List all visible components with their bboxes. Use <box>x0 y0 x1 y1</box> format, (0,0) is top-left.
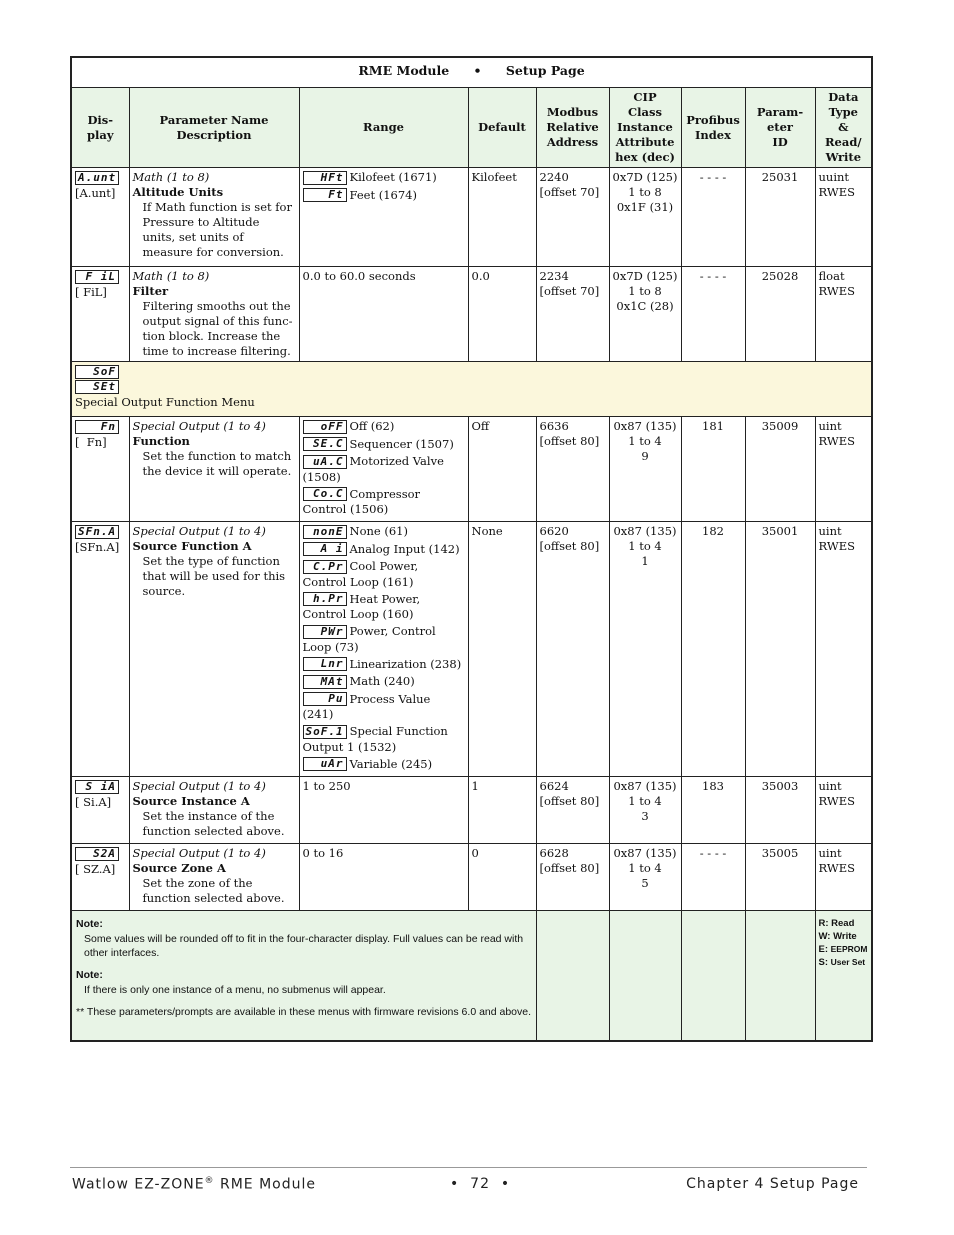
footer-brand: Watlow EZ-ZONE <box>72 1176 205 1193</box>
profibus-cell: - - - - <box>681 844 745 911</box>
note-text: If there is only one instance of a menu, no submenus will appear. <box>84 984 386 996</box>
parameter-description: Set the instance of the function selected above. <box>142 809 285 838</box>
seven-segment-code: SFn.A <box>75 525 119 539</box>
default-cell: 1 <box>468 777 536 844</box>
range-cell: 1 to 250 <box>299 777 468 844</box>
range-option-label: Cool Power, Control Loop (161) <box>302 559 419 589</box>
modbus-cell: 2234 [offset 70] <box>536 267 609 362</box>
display-text: [ SZ.A] <box>75 861 116 876</box>
table-row <box>71 522 872 777</box>
display-text: [ Si.A] <box>75 794 112 809</box>
range-option <box>303 592 465 623</box>
seven-segment-code: Lnr <box>303 657 347 671</box>
note-heading: Note: <box>76 969 103 981</box>
range-option-label: Variable (245) <box>349 756 433 771</box>
table-row <box>71 267 872 362</box>
rwes-legend <box>815 911 872 1041</box>
notes-row <box>71 911 872 1041</box>
param-id-cell: 35003 <box>745 777 815 844</box>
page-name: Setup Page <box>505 63 585 78</box>
param-id-cell: 25031 <box>745 168 815 267</box>
page-number: • 72 • <box>450 1176 511 1192</box>
datatype-cell: uint RWES <box>815 777 872 844</box>
seven-segment-code: MAt <box>303 675 347 689</box>
title-bullet: • <box>473 63 482 78</box>
range-option <box>303 757 465 773</box>
seven-segment-code: C.Pr <box>303 560 347 574</box>
header-parameter: Parameter Name Description <box>129 88 299 168</box>
cip-cell: 0x7D (125) 1 to 8 0x1F (31) <box>609 168 681 267</box>
cip-cell: 0x87 (135) 1 to 4 1 <box>609 522 681 777</box>
seven-segment-code: uA.C <box>303 455 347 469</box>
footer-module: RME Module <box>214 1176 317 1193</box>
footer-product <box>72 1176 316 1193</box>
range-cell: 0.0 to 60.0 seconds <box>299 267 468 362</box>
param-id-cell: 35009 <box>745 417 815 522</box>
range-option-label: Motorized Valve (1508) <box>302 454 444 484</box>
parameter-cell <box>129 844 299 911</box>
profibus-cell: - - - - <box>681 267 745 362</box>
range-cell <box>299 168 468 267</box>
datatype-cell: uint RWES <box>815 417 872 522</box>
parameter-cell <box>129 417 299 522</box>
range-option-label: Math (240) <box>349 674 415 688</box>
param-id-cell: 25028 <box>745 267 815 362</box>
notes-cell <box>71 911 536 1041</box>
seven-segment-code: Ft <box>303 188 347 202</box>
range-option <box>303 454 465 485</box>
range-option-label: Compressor Control (1506) <box>302 486 421 516</box>
seven-segment-code: h.Pr <box>303 592 347 606</box>
cip-cell: 0x87 (135) 1 to 4 9 <box>609 417 681 522</box>
range-option-label: None (61) <box>349 524 408 538</box>
profibus-cell: 182 <box>681 522 745 777</box>
range-option <box>303 724 465 755</box>
parameter-name: Filter <box>132 284 169 298</box>
parameter-scope: Special Output (1 to 4) <box>132 779 266 793</box>
range-option <box>303 188 465 204</box>
parameter-cell <box>129 168 299 267</box>
cip-cell: 0x7D (125) 1 to 8 0x1C (28) <box>609 267 681 362</box>
parameter-name: Altitude Units <box>132 185 224 199</box>
parameter-description: Filtering smooths out the output signal of this func-tion block. Increase the time to increase filtering. <box>142 299 293 358</box>
note-heading: Note: <box>76 918 103 930</box>
display-text: [SFn.A] <box>75 539 120 554</box>
parameter-scope: Math (1 to 8) <box>132 170 210 184</box>
profibus-cell: 183 <box>681 777 745 844</box>
range-option-label: Power, Control Loop (73) <box>302 624 436 654</box>
default-cell: 0.0 <box>468 267 536 362</box>
header-range: Range <box>299 88 468 168</box>
footer-rule <box>70 1167 867 1168</box>
menu-label: Special Output Function Menu <box>75 395 255 409</box>
parameter-cell <box>129 777 299 844</box>
parameter-description: Set the zone of the function selected above. <box>142 876 285 905</box>
parameter-scope: Special Output (1 to 4) <box>132 419 266 433</box>
header-default: Default <box>468 88 536 168</box>
default-cell: Kilofeet <box>468 168 536 267</box>
range-option <box>303 487 465 518</box>
header-param-id: Param- eter ID <box>745 88 815 168</box>
range-option <box>303 624 465 655</box>
seven-segment-code: SEt <box>75 380 119 394</box>
display-cell <box>71 522 129 777</box>
default-cell: None <box>468 522 536 777</box>
parameter-description: If Math function is set for Pressure to Altitude units, set units of measure for conversion. <box>142 200 292 259</box>
parameter-cell <box>129 522 299 777</box>
table-row <box>71 168 872 267</box>
seven-segment-code: Pu <box>303 692 347 706</box>
empty-cell <box>609 911 681 1041</box>
range-option-label: Heat Power, Control Loop (160) <box>302 591 421 621</box>
modbus-cell: 6620 [offset 80] <box>536 522 609 777</box>
parameter-scope: Special Output (1 to 4) <box>132 524 266 538</box>
seven-segment-code: Co.C <box>303 487 347 501</box>
seven-segment-code: Fn <box>75 420 119 434</box>
header-display: Dis- play <box>71 88 129 168</box>
display-text: [A.unt] <box>75 185 116 200</box>
range-option-label: Kilofeet (1671) <box>349 170 437 184</box>
range-cell: 0 to 16 <box>299 844 468 911</box>
datatype-cell: uuint RWES <box>815 168 872 267</box>
range-option <box>303 524 465 540</box>
profibus-cell: - - - - <box>681 168 745 267</box>
datatype-cell: uint RWES <box>815 522 872 777</box>
legend-read: R: Read <box>818 918 855 929</box>
legend-userset: User Set <box>830 957 866 967</box>
modbus-cell: 6636 [offset 80] <box>536 417 609 522</box>
seven-segment-code: A.unt <box>75 171 119 185</box>
parameter-description: Set the type of function that will be used for this source. <box>142 554 286 598</box>
range-option <box>303 419 465 435</box>
datatype-cell: float RWES <box>815 267 872 362</box>
parameter-description: Set the function to match the device it will operate. <box>142 449 292 478</box>
legend-write: W: Write <box>818 931 857 942</box>
firmware-note: ** These parameters/prompts are available in these menus with firmware revisions 6.0 and above. <box>76 1006 532 1018</box>
display-cell <box>71 844 129 911</box>
range-cell <box>299 522 468 777</box>
range-option-label: Sequencer (1507) <box>349 436 454 451</box>
table-row <box>71 844 872 911</box>
seven-segment-code: S iA <box>75 780 119 794</box>
parameter-name: Source Instance A <box>132 794 250 808</box>
footer-chapter: Chapter 4 Setup Page <box>686 1176 859 1192</box>
range-option-label: Off (62) <box>349 419 395 433</box>
range-option <box>303 657 465 673</box>
header-row <box>71 88 872 168</box>
parameter-cell <box>129 267 299 362</box>
registered-mark: ® <box>204 1176 215 1186</box>
default-cell: 0 <box>468 844 536 911</box>
param-id-cell: 35001 <box>745 522 815 777</box>
seven-segment-code: F iL <box>75 270 119 284</box>
note-text: Some values will be rounded off to fit in the four-character display. Full values can be read with other interfaces. <box>84 933 524 959</box>
datatype-cell: uint RWES <box>815 844 872 911</box>
menu-cell <box>71 362 872 417</box>
range-option <box>303 559 465 590</box>
seven-segment-code: HFt <box>303 171 347 185</box>
range-option-label: Analog Input (142) <box>349 541 460 556</box>
range-option-label: Special Function Output 1 (1532) <box>302 724 448 754</box>
table-title <box>71 57 872 88</box>
seven-segment-code: oFF <box>303 420 347 434</box>
table-row <box>71 777 872 844</box>
header-modbus: Modbus Relative Address <box>536 88 609 168</box>
empty-cell <box>681 911 745 1041</box>
default-cell: Off <box>468 417 536 522</box>
seven-segment-code: SoF <box>75 365 119 379</box>
parameter-name: Function <box>132 434 190 448</box>
header-profibus: Profibus Index <box>681 88 745 168</box>
param-id-cell: 35005 <box>745 844 815 911</box>
modbus-cell: 2240 [offset 70] <box>536 168 609 267</box>
display-cell <box>71 267 129 362</box>
legend-eeprom-key: E: <box>818 944 828 955</box>
legend-userset-key: S: <box>818 957 828 968</box>
modbus-cell: 6624 [offset 80] <box>536 777 609 844</box>
legend-eeprom: EEPROM <box>830 944 868 954</box>
parameter-scope: Special Output (1 to 4) <box>132 846 266 860</box>
profibus-cell: 181 <box>681 417 745 522</box>
range-option <box>303 674 465 690</box>
parameter-name: Source Zone A <box>132 861 226 875</box>
header-datatype: Data Type & Read/ Write <box>815 88 872 168</box>
display-cell <box>71 777 129 844</box>
empty-cell <box>536 911 609 1041</box>
header-cip: CIP Class Instance Attribute hex (dec) <box>609 88 681 168</box>
display-text: [ Fn] <box>75 434 107 449</box>
seven-segment-code: SE.C <box>303 437 347 451</box>
menu-header-row <box>71 362 872 417</box>
range-option <box>303 437 465 453</box>
range-option <box>303 542 465 558</box>
seven-segment-code: uAr <box>303 757 347 771</box>
parameter-name: Source Function A <box>132 539 252 553</box>
module-name: RME Module <box>358 63 450 78</box>
cip-cell: 0x87 (135) 1 to 4 3 <box>609 777 681 844</box>
seven-segment-code: S2A <box>75 847 119 861</box>
seven-segment-code: PWr <box>303 625 347 639</box>
parameter-table <box>70 56 873 1042</box>
range-option <box>303 692 465 723</box>
range-option-label: Feet (1674) <box>349 187 417 202</box>
display-cell <box>71 168 129 267</box>
range-option-label: Process Value (241) <box>302 691 431 721</box>
display-cell <box>71 417 129 522</box>
cip-cell: 0x87 (135) 1 to 4 5 <box>609 844 681 911</box>
seven-segment-code: nonE <box>303 525 347 539</box>
range-cell <box>299 417 468 522</box>
range-option <box>303 170 465 186</box>
modbus-cell: 6628 [offset 80] <box>536 844 609 911</box>
range-option-label: Linearization (238) <box>349 656 462 671</box>
seven-segment-code: A i <box>303 542 347 556</box>
parameter-scope: Math (1 to 8) <box>132 269 210 283</box>
empty-cell <box>745 911 815 1041</box>
table-row <box>71 417 872 522</box>
seven-segment-code: SoF.1 <box>303 725 347 739</box>
display-text: [ FiL] <box>75 284 107 299</box>
